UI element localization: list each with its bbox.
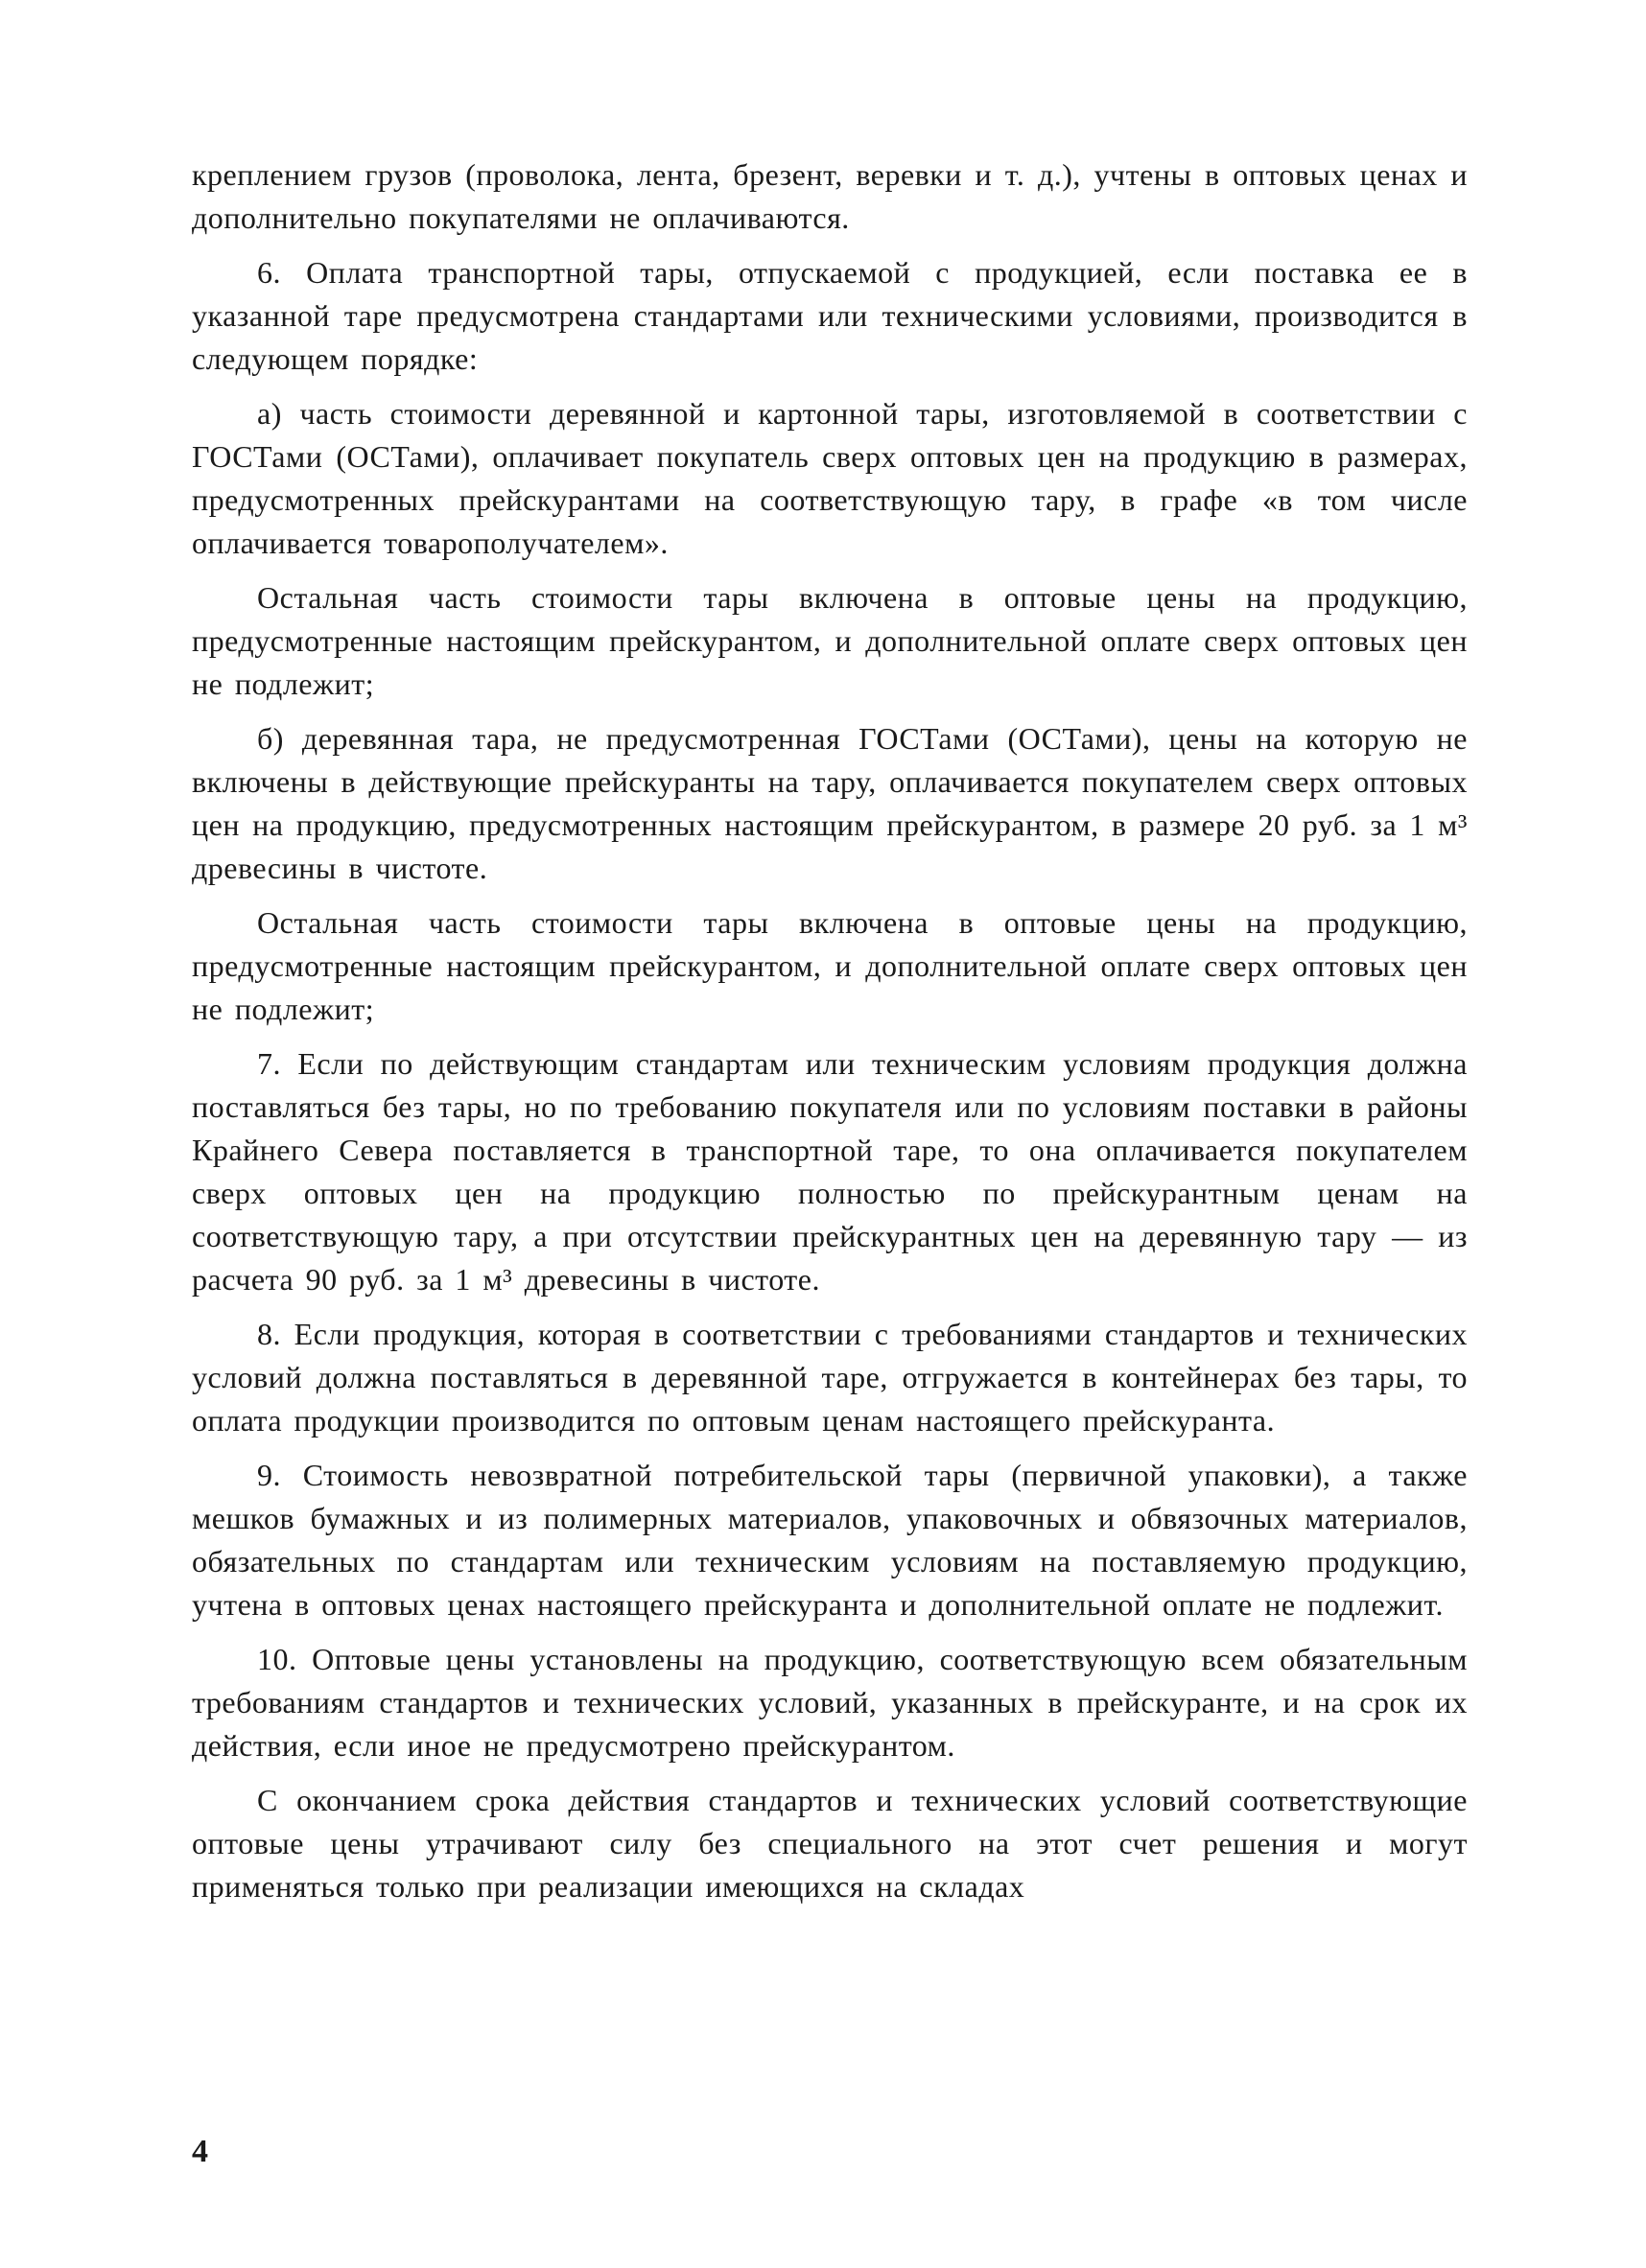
paragraph-item-7: 7. Если по действующим стандартам или техническим условиям продукция должна поставляться без тары, но по требованию покупателя или по условиям поставки в районы Крайнего Севера поставляется в транспортной таре, то она оплачивается покупателем сверх оптовых цен на продукцию полностью по прейскурантным ценам на соответствующую тару, а при отсутствии прейскурантных цен на деревянную тару — из расчета 90 руб. за 1 м³ древесины в чистоте. [192, 1046, 1468, 1297]
paragraph-item-10-rest: С окончанием срока действия стандартов и технических условий соответствующие оптовые цены утрачивают силу без специального на этот счет решения и могут применяться только при реализации имеющихся на складах [192, 1783, 1468, 1904]
paragraph-item-6b: б) деревянная тара, не предусмотренная ГОСТами (ОСТами), цены на которую не включены в действующие прейскуранты на тару, оплачивается покупателем сверх оптовых цен на продукцию, предусмотренных настоящим прейскурантом, в размере 20 руб. за 1 м³ древесины в чистоте. [192, 721, 1468, 885]
page-number: 4 [192, 2134, 208, 2169]
paragraph-item-6a: а) часть стоимости деревянной и картонной тары, изготовляемой в соответствии с ГОСТами (ОСТами), оплачивает покупатель сверх оптовых цен на продукцию в размерах, предусмотренных прейскурантами на соответствующую тару, в графе «в том числе оплачивается товарополучателем». [192, 396, 1468, 560]
paragraph-item-10: 10. Оптовые цены установлены на продукцию, соответствующую всем обязательным требованиям стандартов и технических условий, указанных в прейскуранте, и на срок их действия, если иное не предусмотрено прейскурантом. [192, 1642, 1468, 1763]
paragraph-item-8: 8. Если продукция, которая в соответствии с требованиями стандартов и технических условий должна поставляться в деревянной таре, отгружается в контейнерах без тары, то оплата продукции производится по оптовым ценам настоящего прейскуранта. [192, 1317, 1468, 1438]
paragraph-item-6b-rest: Остальная часть стоимости тары включена в оптовые цены на продукцию, предусмотренные настоящим прейскурантом, и дополнительной оплате сверх оптовых цен не подлежит; [192, 905, 1468, 1026]
paragraph-item-6: 6. Оплата транспортной тары, отпускаемой с продукцией, если поставка ее в указанной таре предусмотрена стандартами или техническими условиями, производится в следующем порядке: [192, 255, 1468, 376]
document-body [192, 153, 1468, 1920]
paragraph-item-6a-rest: Остальная часть стоимости тары включена в оптовые цены на продукцию, предусмотренные настоящим прейскурантом, и дополнительной оплате сверх оптовых цен не подлежит; [192, 580, 1468, 701]
paragraph-item-9: 9. Стоимость невозвратной потребительской тары (первичной упаковки), а также мешков бумажных и из полимерных материалов, упаковочных и обвязочных материалов, обязательных по стандартам или техническим условиям на поставляемую продукцию, учтена в оптовых ценах настоящего прейскуранта и дополнительной оплате не подлежит. [192, 1458, 1468, 1622]
paragraph-continuation: креплением грузов (проволока, лента, брезент, веревки и т. д.), учтены в оптовых ценах и дополнительно покупателями не оплачиваются. [192, 157, 1468, 235]
